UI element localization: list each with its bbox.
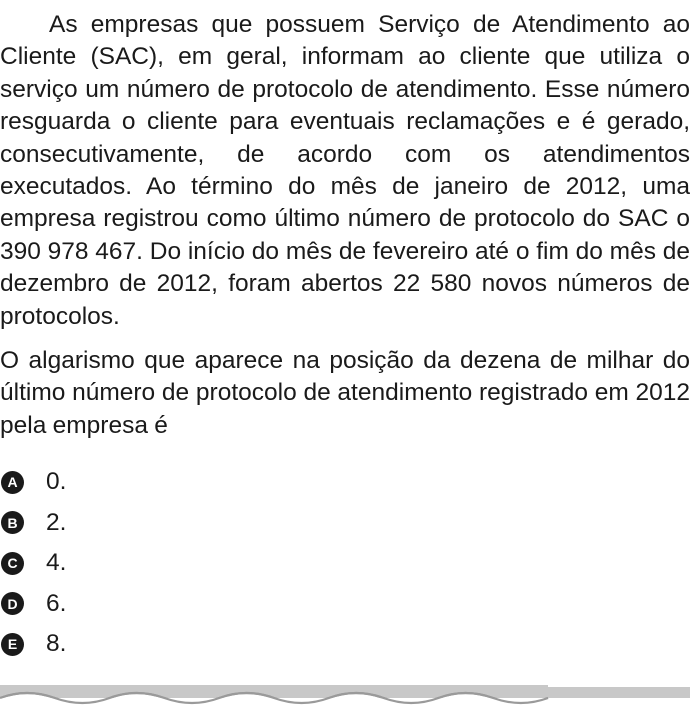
question-prompt: O algarismo que aparece na posição da dezena de milhar do último número de protocolo de atendimento registrado em 2012 pela empresa é [0,347,690,439]
option-letter-badge: D [1,592,24,615]
answer-options [0,462,690,664]
wavy-divider [0,685,690,711]
option-text: 2. [46,508,67,536]
option-letter-badge: E [1,633,24,656]
option-b[interactable] [0,503,690,543]
option-text: 0. [46,468,67,496]
option-letter-badge: C [1,552,24,575]
question-stem: As empresas que possuem Serviço de Atendimento ao Cliente (SAC), em geral, informam ao cliente que utiliza o serviço um número de protocolo de atendimento. Esse número resguarda o cliente para eventuais reclamações e é gerado, consecutivamente, de acordo com os atendimentos executados. Ao término do mês de janeiro de 2012, uma empresa registrou como último número de protocolo do SAC o 390 978 467. Do início do mês de fevereiro até o fim do mês de dezembro de 2012, foram abertos 22 580 novos números de protocolos. [0,11,690,330]
question-block [0,9,690,664]
divider-mask [0,698,548,711]
option-text: 8. [46,630,67,658]
option-letter-badge: A [1,471,24,494]
option-a[interactable] [0,462,690,502]
option-e[interactable] [0,624,690,664]
option-text: 4. [46,549,67,577]
option-d[interactable] [0,583,690,623]
option-c[interactable] [0,543,690,583]
divider-bar [548,687,690,698]
option-letter-badge: B [1,511,24,534]
option-text: 6. [46,589,67,617]
